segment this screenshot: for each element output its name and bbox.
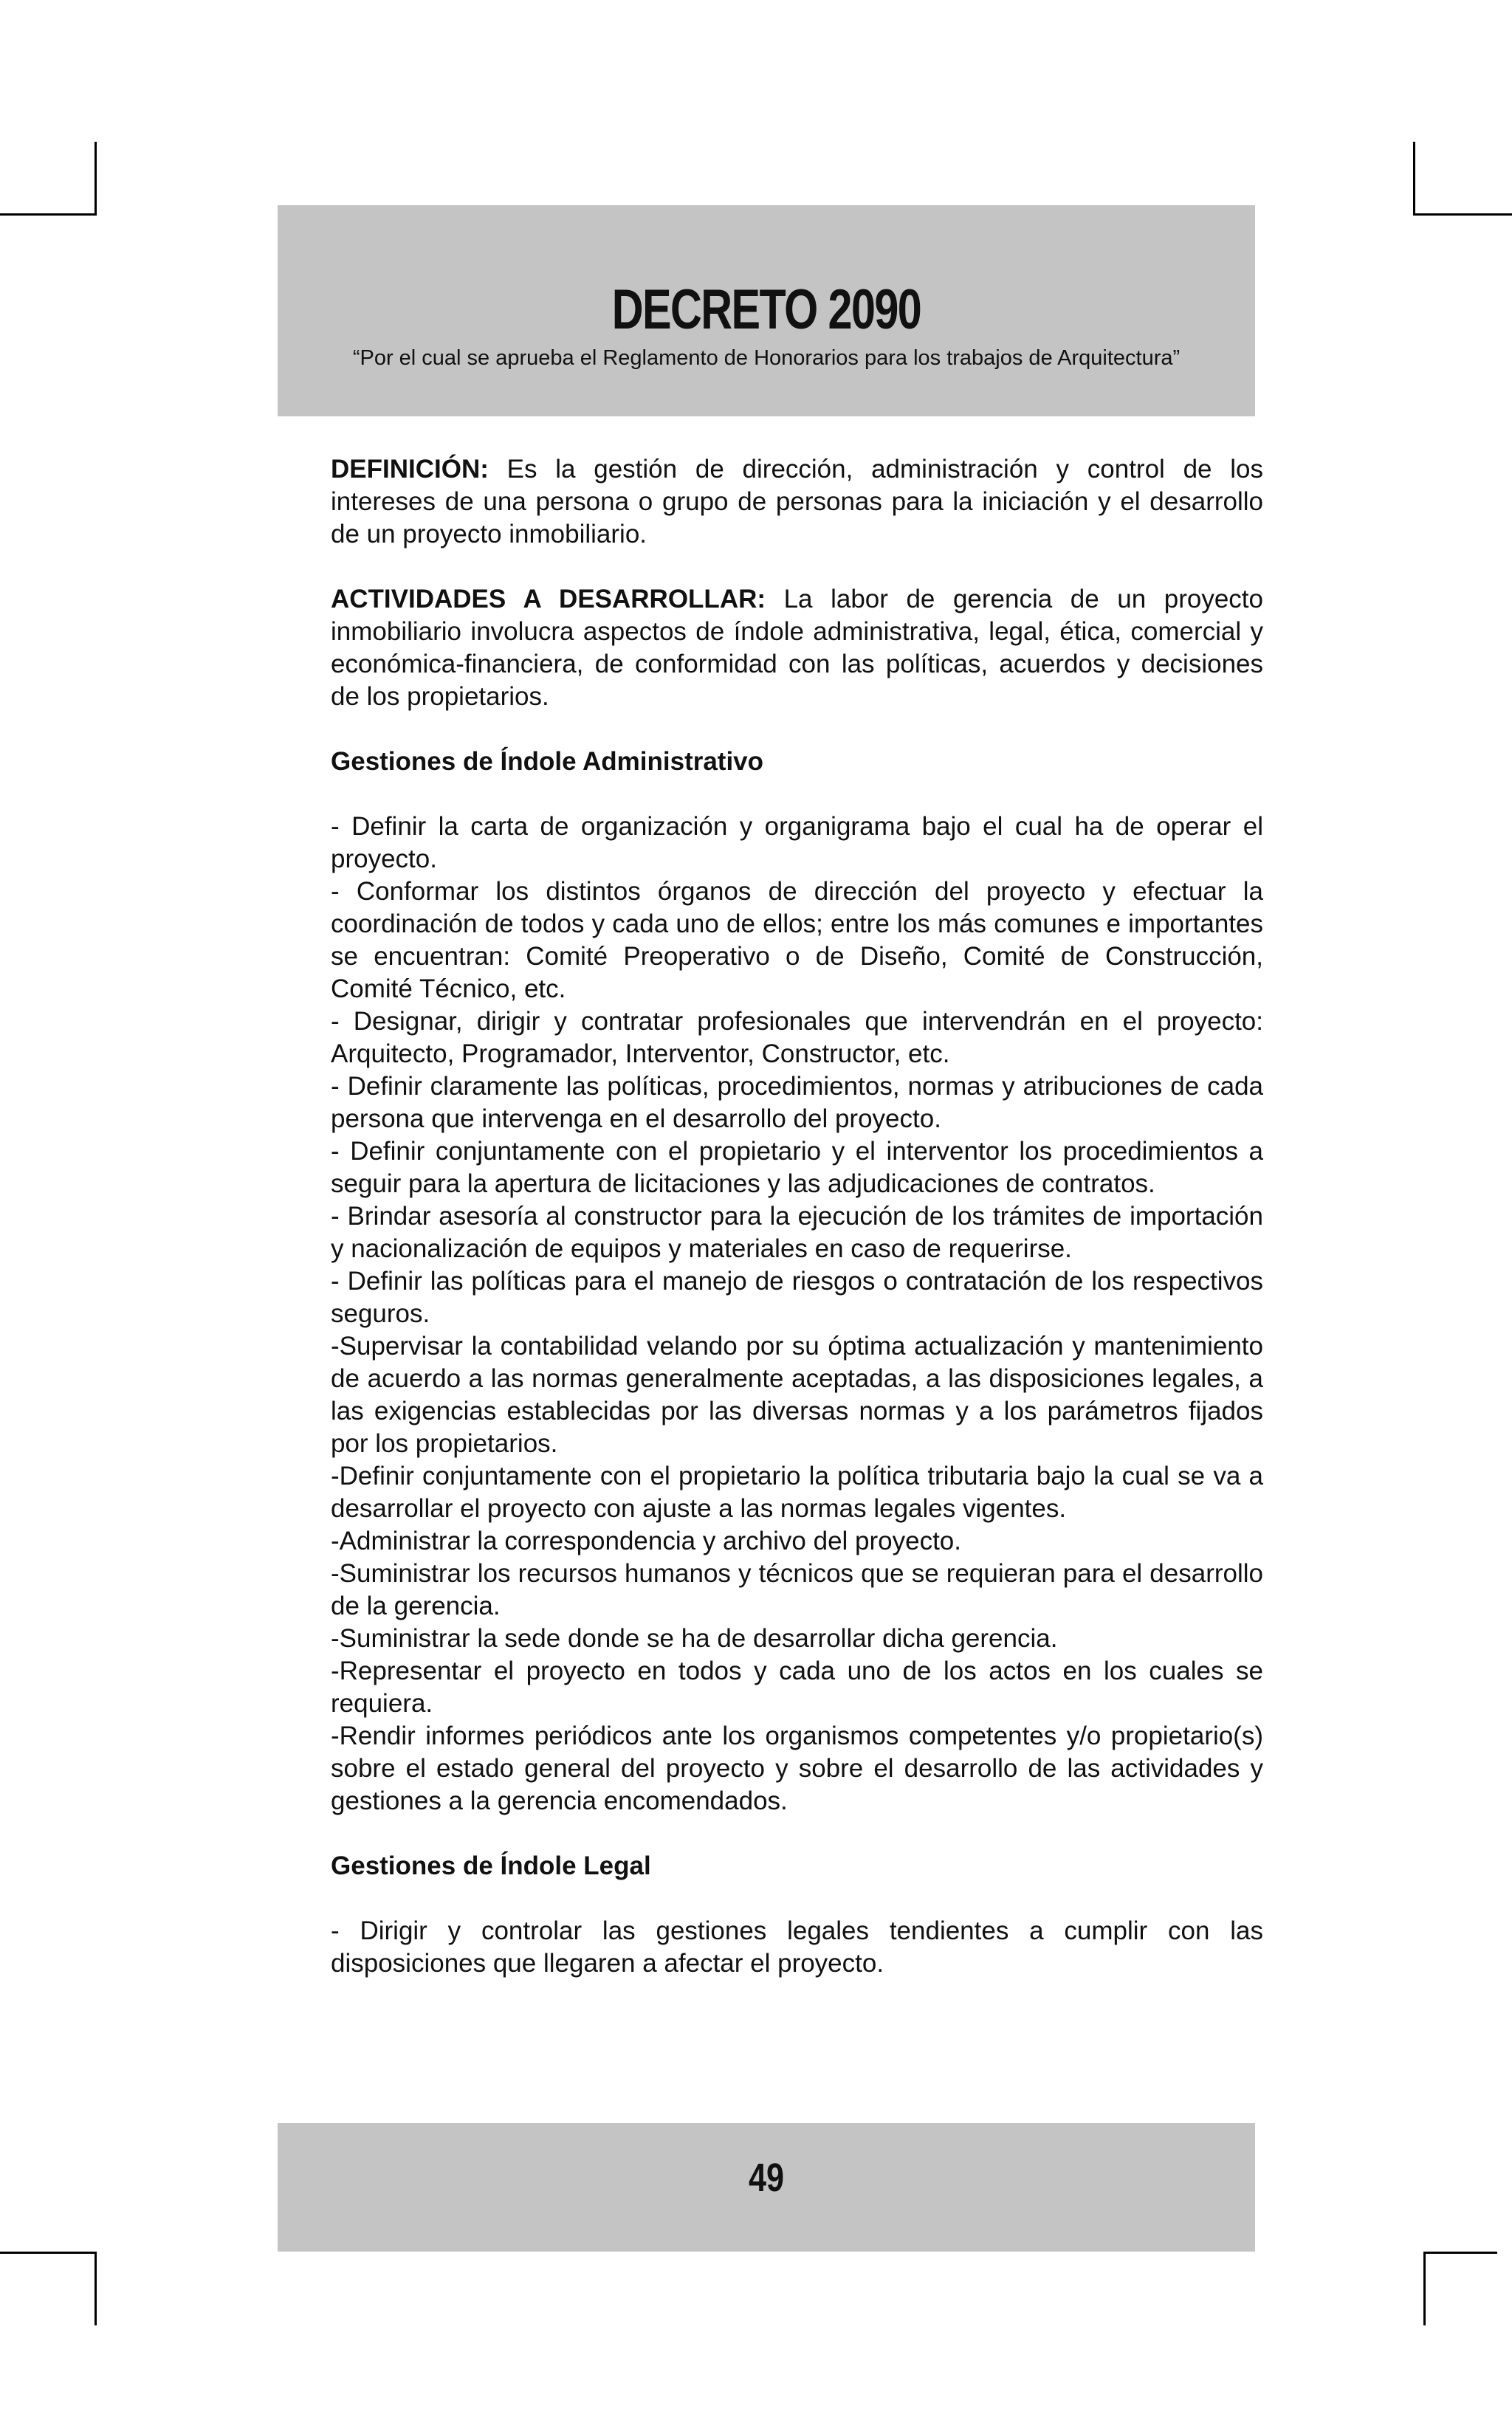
- crop-mark-top-right-vertical: [1413, 142, 1415, 216]
- crop-mark-top-left-vertical: [94, 142, 97, 216]
- crop-mark-bottom-left-horizontal: [0, 2252, 97, 2254]
- activities-text: La labor de gerencia de un proyecto inmobiliario involucra aspectos de índole administrativa, legal, ética, comercial y económica-financiera, de conformidad con las políticas, acuerdos y decisiones de los propietarios.: [331, 585, 1263, 711]
- section-heading-administrativo: Gestiones de Índole Administrativo: [331, 747, 764, 776]
- crop-mark-top-left-horizontal: [0, 213, 97, 216]
- list-item: -Suministrar la sede donde se ha de desarrollar dicha gerencia.: [331, 1624, 1058, 1653]
- list-item: - Definir la carta de organización y organigrama bajo el cual ha de operar el proyecto.: [331, 812, 1263, 873]
- list-item: -Rendir informes periódicos ante los organismos competentes y/o propietario(s) sobre el estado general del proyecto y sobre el desarrollo de las actividades y gestiones a la gerencia encomendados.: [331, 1722, 1263, 1815]
- list-item: -Supervisar la contabilidad velando por su óptima actualización y mantenimiento de acuerdo a las normas generalmente aceptadas, a las disposiciones legales, a las exigencias establecidas por las diversas normas y a los parámetros fijados por los propietarios.: [331, 1332, 1263, 1458]
- list-item: - Designar, dirigir y contratar profesionales que intervendrán en el proyecto: Arquitecto, Programador, Interventor, Constructor, etc.: [331, 1007, 1263, 1068]
- document-title: DECRETO 2090: [611, 278, 921, 341]
- activities-paragraph: [331, 583, 1263, 713]
- crop-mark-top-right-horizontal: [1413, 213, 1512, 216]
- definition-label: DEFINICIÓN:: [331, 455, 489, 484]
- list-item: - Definir claramente las políticas, procedimientos, normas y atribuciones de cada persona que intervenga en el desarrollo del proyecto.: [331, 1072, 1263, 1133]
- document-subtitle: “Por el cual se aprueba el Reglamento de Honorarios para los trabajos de Arquitectura”: [352, 346, 1181, 370]
- page-number: 49: [748, 2156, 785, 2200]
- footer-band: [278, 2123, 1255, 2252]
- list-item: -Representar el proyecto en todos y cada uno de los actos en los cuales se requiera.: [331, 1657, 1263, 1718]
- list-item: - Conformar los distintos órganos de dirección del proyecto y efectuar la coordinación de todos y cada uno de ellos; entre los más comunes e importantes se encuentran: Comité Preoperativo o de Diseño, Comité de Construcción, Comité Técnico, etc.: [331, 877, 1263, 1003]
- list-item: -Suministrar los recursos humanos y técnicos que se requieran para el desarrollo de la gerencia.: [331, 1559, 1263, 1620]
- list-item: -Definir conjuntamente con el propietario la política tributaria bajo la cual se va a desarrollar el proyecto con ajuste a las normas legales vigentes.: [331, 1462, 1263, 1523]
- page-content: [331, 453, 1263, 1980]
- section-heading-legal: Gestiones de Índole Legal: [331, 1851, 651, 1880]
- definition-text: Es la gestión de dirección, administración y control de los intereses de una persona o grupo de personas para la iniciación y el desarrollo de un proyecto inmobiliario.: [331, 455, 1263, 549]
- list-item: - Dirigir y controlar las gestiones legales tendientes a cumplir con las disposiciones que llegaren a afectar el proyecto.: [331, 1916, 1263, 1978]
- list-item: - Definir las políticas para el manejo de riesgos o contratación de los respectivos seguros.: [331, 1267, 1263, 1328]
- crop-mark-bottom-left-vertical: [94, 2252, 97, 2325]
- header-band: [278, 205, 1255, 416]
- definition-paragraph: [331, 453, 1263, 551]
- list-item: - Brindar asesoría al constructor para la ejecución de los trámites de importación y nacionalización de equipos y materiales en caso de requerirse.: [331, 1202, 1263, 1263]
- activities-label: ACTIVIDADES A DESARROLLAR:: [331, 585, 766, 613]
- list-item: -Administrar la correspondencia y archivo del proyecto.: [331, 1527, 961, 1555]
- crop-mark-bottom-right-horizontal: [1423, 2252, 1497, 2254]
- crop-mark-bottom-right-vertical: [1423, 2252, 1426, 2325]
- list-item: - Definir conjuntamente con el propietario y el interventor los procedimientos a seguir para la apertura de licitaciones y las adjudicaciones de contratos.: [331, 1137, 1263, 1198]
